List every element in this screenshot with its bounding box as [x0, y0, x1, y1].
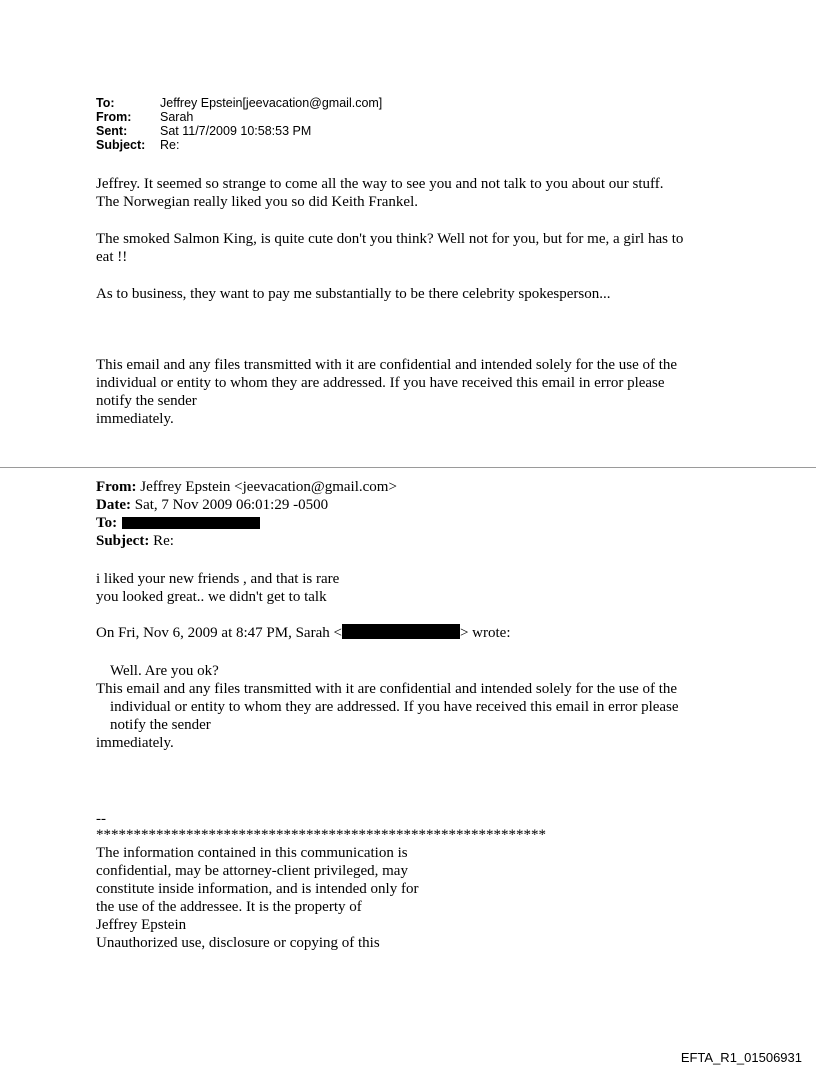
quoted-subject-label: Subject: — [96, 533, 150, 549]
quoted-to-label: To: — [96, 515, 118, 531]
signature-line: the use of the addressee. It is the property of — [96, 899, 362, 915]
quoted-date-row — [96, 496, 736, 514]
disclaimer-line: notify the sender — [96, 393, 197, 409]
header-sent-row — [96, 124, 382, 138]
quoted-date-value: Sat, 7 Nov 2009 06:01:29 -0500 — [130, 497, 329, 513]
email-header — [96, 96, 382, 152]
quote-disclaimer-line: immediately. — [96, 735, 174, 751]
quote-disclaimer-line: notify the sender — [110, 717, 211, 733]
document-id: EFTA_R1_01506931 — [680, 1050, 802, 1065]
nested-quote — [96, 662, 736, 752]
body-line: The Norwegian really liked you so did Keith Frankel. — [96, 194, 419, 210]
signature-dashes: -- — [96, 811, 106, 827]
body-paragraph-2 — [96, 230, 736, 266]
sent-value: Sat 11/7/2009 10:58:53 PM — [160, 124, 312, 138]
quote-disclaimer-line: individual or entity to whom they are addressed. If you have received this email in error please — [110, 699, 679, 715]
divider — [0, 467, 816, 468]
quoted-from-value: Jeffrey Epstein <jeevacation@gmail.com> — [136, 479, 397, 495]
from-label: From: — [96, 110, 132, 124]
signature-line: The information contained in this communication is — [96, 845, 408, 861]
from-value: Sarah — [160, 110, 194, 124]
signature-block — [96, 810, 736, 952]
body-line: As to business, they want to pay me substantially to be there celebrity spokesperson... — [96, 286, 611, 302]
quoted-date-label: Date: — [96, 497, 131, 513]
disclaimer-line: individual or entity to whom they are addressed. If you have received this email in error please — [96, 375, 665, 391]
quoted-subject-row — [96, 532, 736, 550]
signature-line: confidential, may be attorney-client privileged, may — [96, 863, 408, 879]
subject-value: Re: — [160, 138, 180, 152]
signature-stars: ************************************************************ — [96, 828, 546, 843]
body-paragraph-1 — [96, 175, 736, 211]
body-line: eat !! — [96, 249, 128, 265]
quoted-subject-value: Re: — [149, 533, 174, 549]
on-date-wrote-line — [96, 624, 736, 642]
to-value: Jeffrey Epstein[jeevacation@gmail.com] — [160, 96, 383, 110]
quoted-message — [96, 570, 736, 606]
body-line: The smoked Salmon King, is quite cute don't you think? Well not for you, but for me, a girl has to — [96, 231, 684, 247]
signature-line: Jeffrey Epstein — [96, 917, 187, 933]
quote-line: Well. Are you ok? — [110, 663, 219, 679]
quoted-from-label: From: — [96, 479, 137, 495]
header-subject-row — [96, 138, 382, 152]
sent-label: Sent: — [96, 124, 128, 138]
body-line: Jeffrey. It seemed so strange to come all the way to see you and not talk to you about our stuff. — [96, 176, 664, 192]
quoted-to-row — [96, 514, 736, 532]
message-line: you looked great.. we didn't get to talk — [96, 589, 327, 605]
signature-line: constitute inside information, and is intended only for — [96, 881, 419, 897]
disclaimer-line: immediately. — [96, 411, 174, 427]
body-paragraph-3 — [96, 285, 736, 303]
quoted-from-row — [96, 478, 736, 496]
disclaimer-line: This email and any files transmitted with it are confidential and intended solely for the use of the — [96, 357, 678, 373]
on-date-prefix: On Fri, Nov 6, 2009 at 8:47 PM, Sarah < — [96, 625, 342, 641]
confidentiality-disclaimer — [96, 356, 736, 428]
message-line: i liked your new friends , and that is rare — [96, 571, 340, 587]
header-from-row — [96, 110, 382, 124]
subject-label: Subject: — [96, 138, 146, 152]
header-to-row — [96, 96, 382, 110]
on-date-suffix: > wrote: — [459, 625, 511, 641]
quoted-header — [96, 478, 736, 550]
redaction-bar — [122, 517, 260, 529]
to-label: To: — [96, 96, 115, 110]
redaction-bar — [342, 624, 460, 639]
quote-disclaimer-line: This email and any files transmitted with it are confidential and intended solely for the use of the — [96, 681, 678, 697]
signature-line: Unauthorized use, disclosure or copying of this — [96, 935, 380, 951]
